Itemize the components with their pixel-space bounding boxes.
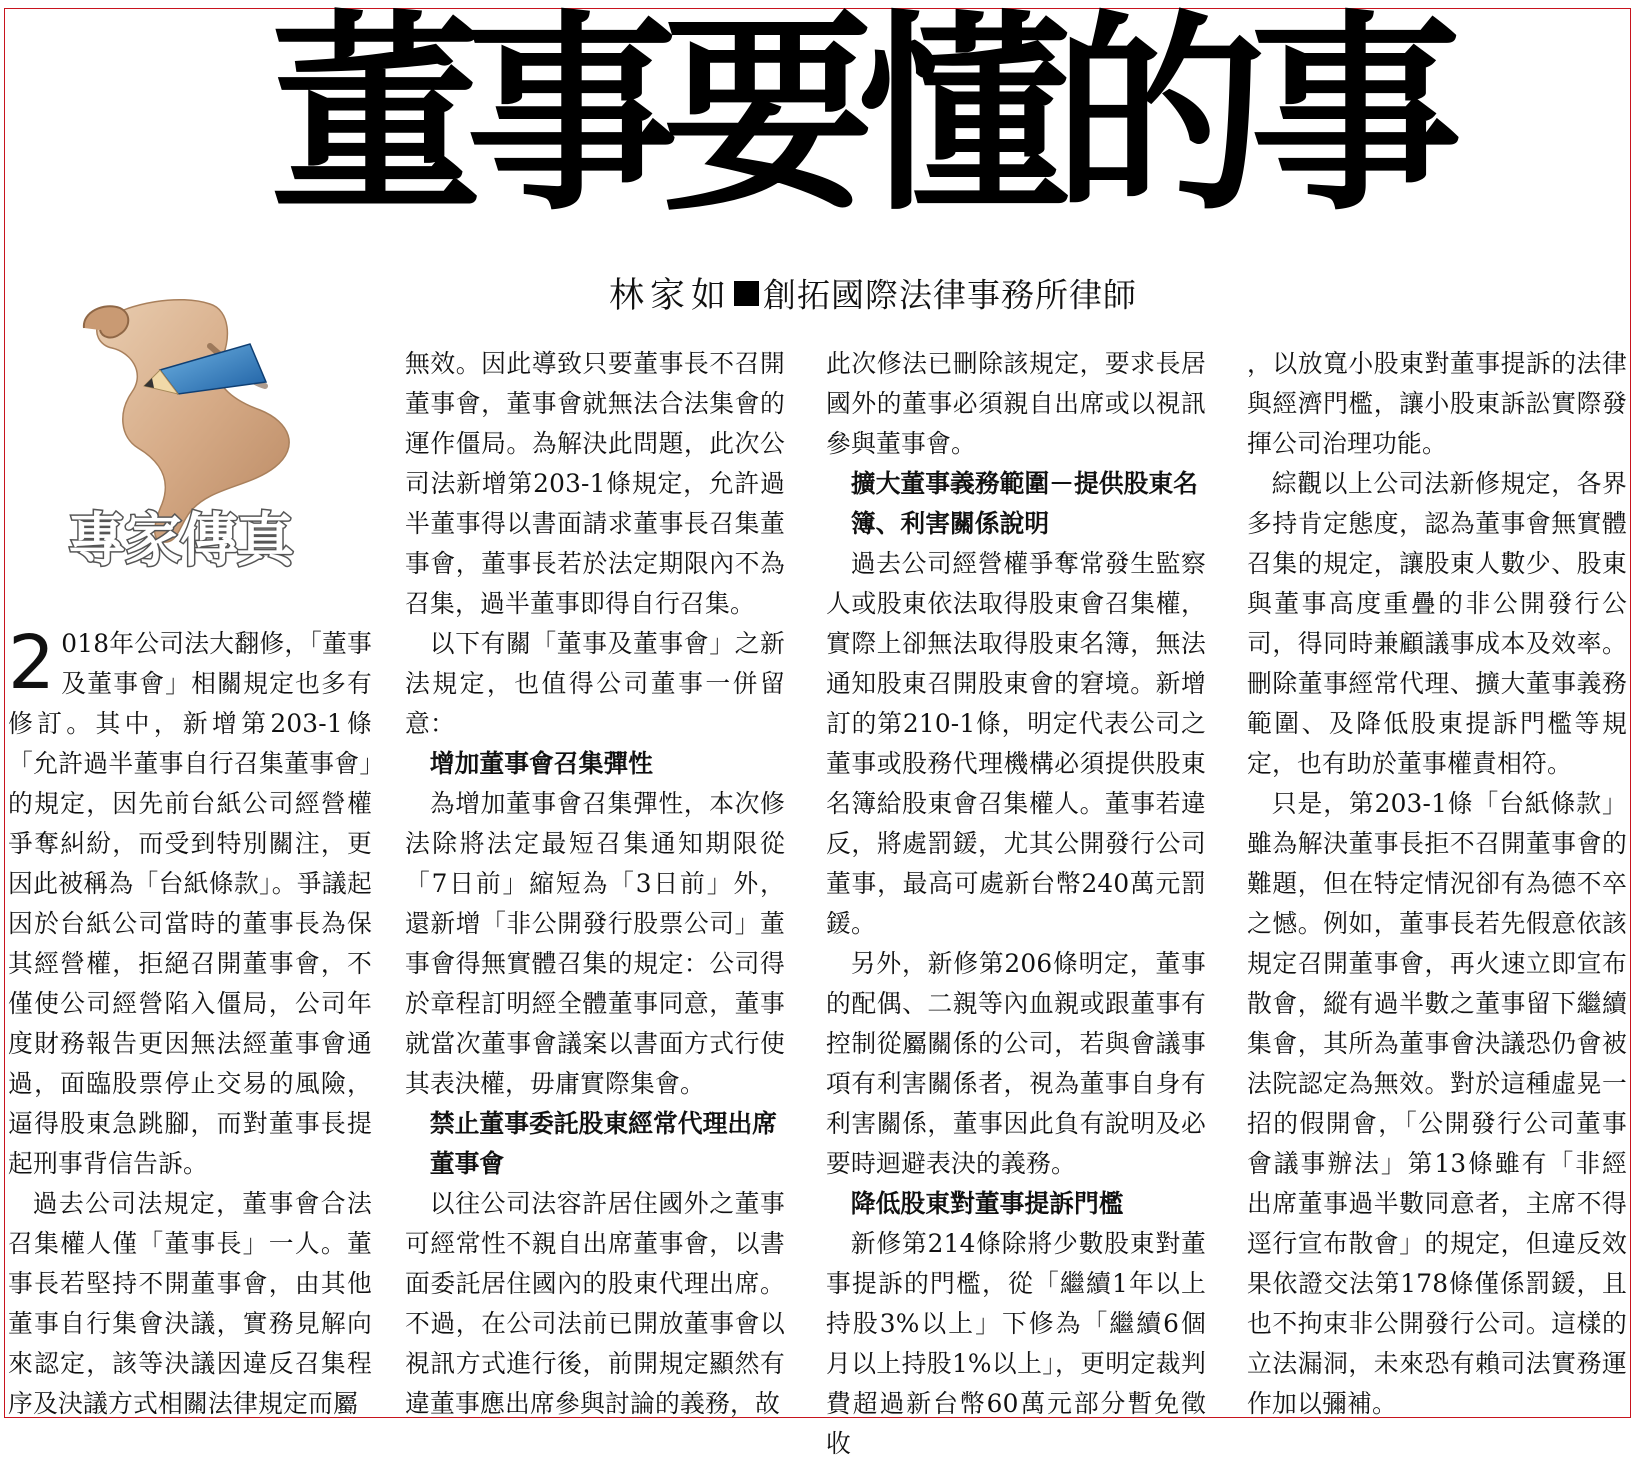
article-column-2 <box>405 344 785 1424</box>
paragraph: 此次修法已刪除該規定，要求長居國外的董事必須親自出席或以視訊參與董事會。 <box>826 349 1206 458</box>
author-affiliation: 創拓國際法律事務所律師 <box>763 275 1138 315</box>
paragraph: ，以放寬小股東對董事提訴的法律與經濟門檻，讓小股東訴訟實際發揮公司治理功能。 <box>1247 349 1627 458</box>
paragraph: 無效。因此導致只要董事長不召開董事會，董事會就無法合法集會的運作僵局。為解決此問題，此次公司法新增第203-1條規定，允許過半董事得以書面請求董事長召集董事會，董事長若於法定期限內不為召集，過半董事即得自行召集。 <box>405 349 785 618</box>
drop-cap: 2 <box>8 620 56 706</box>
paragraph: 綜觀以上公司法新修規定，各界多持肯定態度，認為董事會無實體召集的規定，讓股東人數少、股東與董事高度重疊的非公開發行公司，得同時兼顧議事成本及效率。刪除董事經常代理、擴大董事義務範圍、及降低股東提訴門檻等規定，也有助於董事權責相符。 <box>1247 469 1627 778</box>
paragraph: 以下有關「董事及董事會」之新法規定，也值得公司董事一併留意： <box>405 629 785 738</box>
paragraph: 新修第214條除將少數股東對董事提訴的門檻，從「繼續1年以上持股3%以上」下修為「繼續6個月以上持股1%以上」，更明定裁判費超過新台幣60萬元部分暫免徵收 <box>826 1229 1206 1458</box>
section-heading: 增加董事會召集彈性 <box>429 749 653 778</box>
paragraph: 過去公司法規定，董事會合法召集權人僅「董事長」一人。董事長若堅持不開董事會，由其他董事自行集會決議，實務見解向來認定，該等決議因違反召集程序及決議方式相關法律規定而屬 <box>8 1189 372 1418</box>
author-name: 林家如 <box>609 276 733 316</box>
paragraph: 另外，新修第206條明定，董事的配偶、二親等內血親或跟董事有控制從屬關係的公司，若與會議事項有利害關係者，視為董事自身有利害關係，董事因此負有說明及必要時迴避表決的義務。 <box>826 949 1206 1178</box>
article-column-1 <box>8 620 372 1424</box>
section-heading: 禁止董事委託股東經常代理出席董事會 <box>429 1109 777 1178</box>
lead-paragraph <box>8 620 372 1184</box>
paragraph: 以往公司法容許居住國外之董事可經常性不親自出席董事會，以書面委託居住國內的股東代理出席。不過，在公司法前已開放董事會以視訊方式進行後，前開規定顯然有違董事應出席參與討論的義務，故 <box>405 1189 785 1418</box>
column-badge <box>60 282 330 582</box>
badge-text <box>60 482 330 582</box>
section-heading: 擴大董事義務範圍－提供股東名簿、利害關係說明 <box>850 469 1198 538</box>
column-badge-label: 專家傳真 <box>68 506 293 574</box>
article-column-3 <box>826 344 1206 1464</box>
article-column-4 <box>1247 344 1627 1424</box>
byline <box>609 268 1137 318</box>
paragraph: 只是，第203-1條「台紙條款」雖為解決董事長拒不召開董事會的難題，但在特定情況卻有為德不卒之憾。例如，董事長若先假意依該規定召開董事會，再火速立即宣布散會，縱有過半數之董事留下繼續集會，其所為董事會決議恐仍會被法院認定為無效。對於這種虛晃一招的假開會，「公開發行公司董事會議事辦法」第13條雖有「非經出席董事過半數同意者，主席不得逕行宣布散會」的規定，但違反效果依證交法第178條僅係罰鍰，且也不拘束非公開發行公司。這樣的立法漏洞，未來恐有賴司法實務運作加以彌補。 <box>1247 789 1627 1418</box>
byline-square <box>734 281 759 306</box>
lead-text: 018年公司法大翻修，「董事及董事會」相關規定也多有修訂。其中，新增第203-1條「允許過半董事自行召集董事會」的規定，因先前台紙公司經營權爭奪糾紛，而受到特別關注，更因此被稱為「台紙條款」。爭議起因於台紙公司當時的董事長為保其經營權，拒絕召開董事會，不僅使公司經營陷入僵局，公司年度財務報告更因無法經董事會通過，面臨股票停止交易的風險，逼得股東急跳腳，而對董事長提起刑事背信告訴。 <box>8 629 372 1178</box>
section-heading: 降低股東對董事提訴門檻 <box>850 1189 1124 1218</box>
paragraph: 過去公司經營權爭奪常發生監察人或股東依法取得股東會召集權，實際上卻無法取得股東名簿，無法通知股東召開股東會的窘境。新增訂的第210-1條，明定代表公司之董事或股務代理機構必須提供股東名簿給股東會召集權人。董事若違反，將處罰鍰，尤其公開發行公司董事，最高可處新台幣240萬元罰鍰。 <box>826 549 1206 938</box>
headline: 董事要懂的事 <box>270 0 1446 239</box>
paragraph: 為增加董事會召集彈性，本次修法除將法定最短召集通知期限從「7日前」縮短為「3日前」外，還新增「非公開發行股票公司」董事會得無實體召集的規定：公司得於章程訂明經全體董事同意，董事就當次董事會議案以書面方式行使其表決權，毋庸實際集會。 <box>405 789 785 1098</box>
